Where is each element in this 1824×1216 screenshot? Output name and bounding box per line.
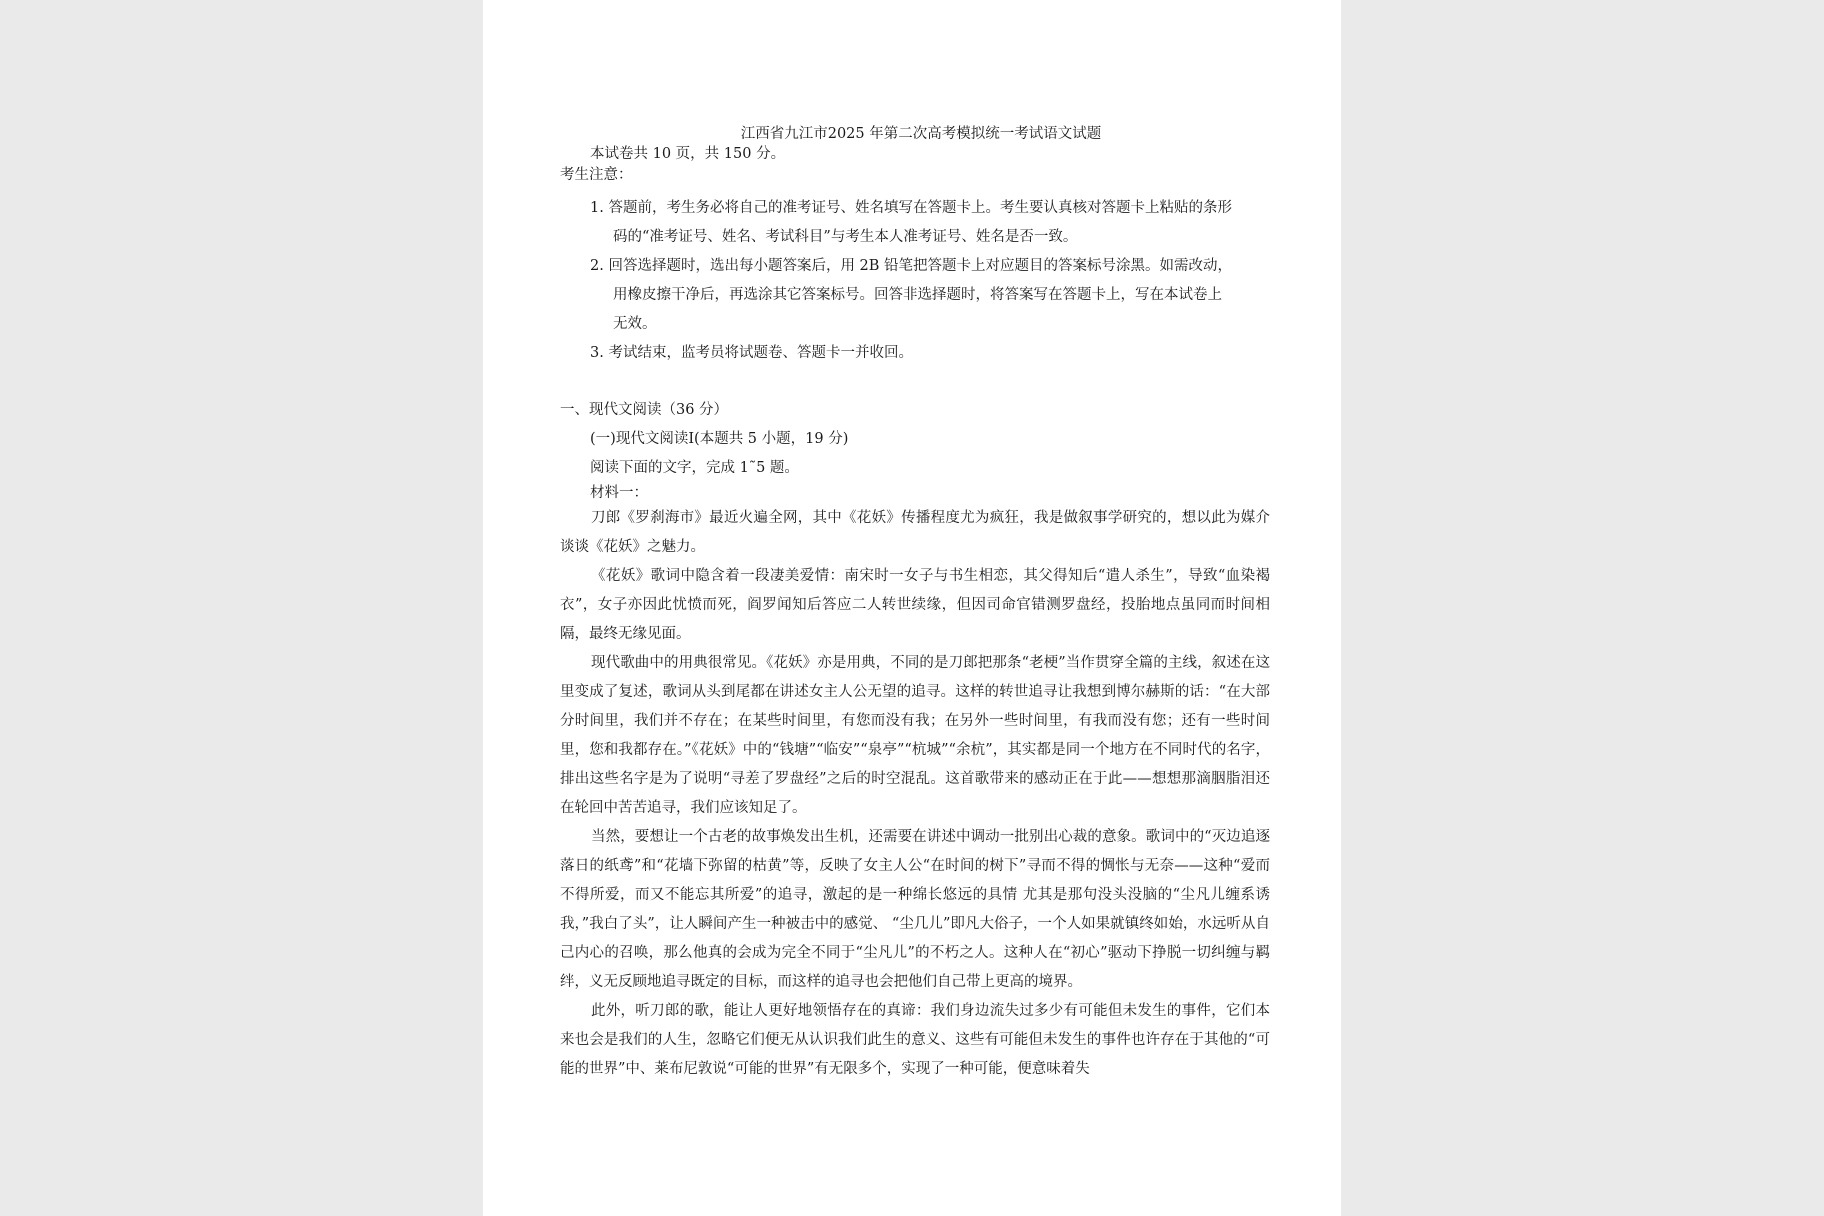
notice-2-line-3: 无效。 [613, 316, 657, 332]
notice-list [560, 194, 1270, 368]
notice-2-line-2: 用橡皮擦干净后，再选涂其它答案标号。回答非选择题时，将答案写在答题卡上，写在本试卷上 [613, 287, 1222, 303]
notice-3-line-1: 3. 考试结束，监考员将试题卷、答题卡一并收回。 [590, 345, 913, 361]
paragraph: 当然，要想让一个古老的故事焕发出生机，还需要在讲述中调动一批别出心裁的意象。歌词中的“灭边追逐落日的纸鸢”和“花墙下弥留的枯黄”等，反映了女主人公“在时间的树下”寻而不得的惆怅与无奈——这种“爱而不得所爱，而又不能忘其所爱”的追寻，激起的是一种绵长悠远的具情 尤其是那句没头没脑的“尘凡儿缠系诱我，”我白了头”，让人瞬间产生一种被击中的感觉、 “尘几儿”即凡大俗子，一个人如果就镇终如始，水远听从自己内心的召唤，那么他真的会成为完全不同于“尘凡儿”的不朽之人。这种人在“初心”驱动下挣脱一切纠缠与羁绊，义无反顾地追寻既定的目标，而这样的追寻也会把他们自己带上更高的境界。 [560, 829, 1270, 990]
paragraph: 刀郎《罗刹海市》最近火遍全网，其中《花妖》传播程度尤为疯狂，我是做叙事学研究的，想以此为媒介谈谈《花妖》之魅力。 [560, 510, 1270, 555]
paragraph: 此外，听刀郎的歌，能让人更好地领悟存在的真谛：我们身边流失过多少有可能但未发生的事件，它们本来也会是我们的人生，忽略它们便无从认识我们此生的意义、这些有可能但未发生的事件也许存在于其他的“可能的世界”中、莱布尼敦说“可能的世界”有无限多个，实现了一种可能，便意味着失 [560, 1003, 1270, 1077]
notice-1-line-2: 码的“准考证号、姓名、考试科目”与考生本人准考证号、姓名是否一致。 [613, 229, 1078, 245]
exam-page [483, 0, 1341, 1216]
material-label: 材料一： [590, 485, 648, 501]
page-content [560, 124, 1270, 1084]
paragraph: 《花妖》歌词中隐含着一段凄美爱情：南宋时一女子与书生相恋，其父得知后“遣人杀生”，导致“血染褐衣”，女子亦因此忧愤而死，阎罗闻知后答应二人转世续缘，但因司命官错测罗盘经，投胎地点虽同而时间相隔，最终无缘见面。 [560, 568, 1270, 642]
subsection-heading: (一)现代文阅读Ⅰ(本题共 5 小题，19 分) [590, 431, 849, 447]
reading-instruction: 阅读下面的文字，完成 1˜5 题。 [590, 460, 799, 476]
notice-2-line-1: 2. 回答选择题时，选出每小题答案后，用 2B 铅笔把答题卡上对应题目的答案标号涂黑。如需改动， [590, 258, 1233, 274]
material-text [560, 504, 1270, 1084]
notice-1-line-1: 1. 答题前，考生务必将自己的准考证号、姓名填写在答题卡上。考生要认真核对答题卡上粘贴的条形 [590, 200, 1232, 216]
section-heading: 一、现代文阅读（36 分） [560, 402, 729, 418]
notice-label: 考生注意： [560, 167, 633, 183]
intro-line: 本试卷共 10 页，共 150 分。 [590, 146, 786, 162]
paragraph: 现代歌曲中的用典很常见。《花妖》亦是用典，不同的是刀郎把那条“老梗”当作贯穿全篇的主线，叙述在这里变成了复述，歌词从头到尾都在讲述女主人公无望的追寻。这样的转世追寻让我想到博尔赫斯的话：“在大部分时间里，我们并不存在；在某些时间里，有您而没有我；在另外一些时间里，有我而没有您；还有一些时间里，您和我都存在。”《花妖》中的“钱塘”“临安”“泉亭”“杭城”“余杭”，其实都是同一个地方在不同时代的名字，排出这些名字是为了说明“寻差了罗盘经”之后的时空混乱。这首歌带来的感动正在于此——想想那滴胭脂泪还在轮回中苦苦追寻，我们应该知足了。 [560, 655, 1270, 816]
page-title: 江西省九江市2025 年第二次高考模拟统一考试语文试题 [740, 126, 1102, 142]
